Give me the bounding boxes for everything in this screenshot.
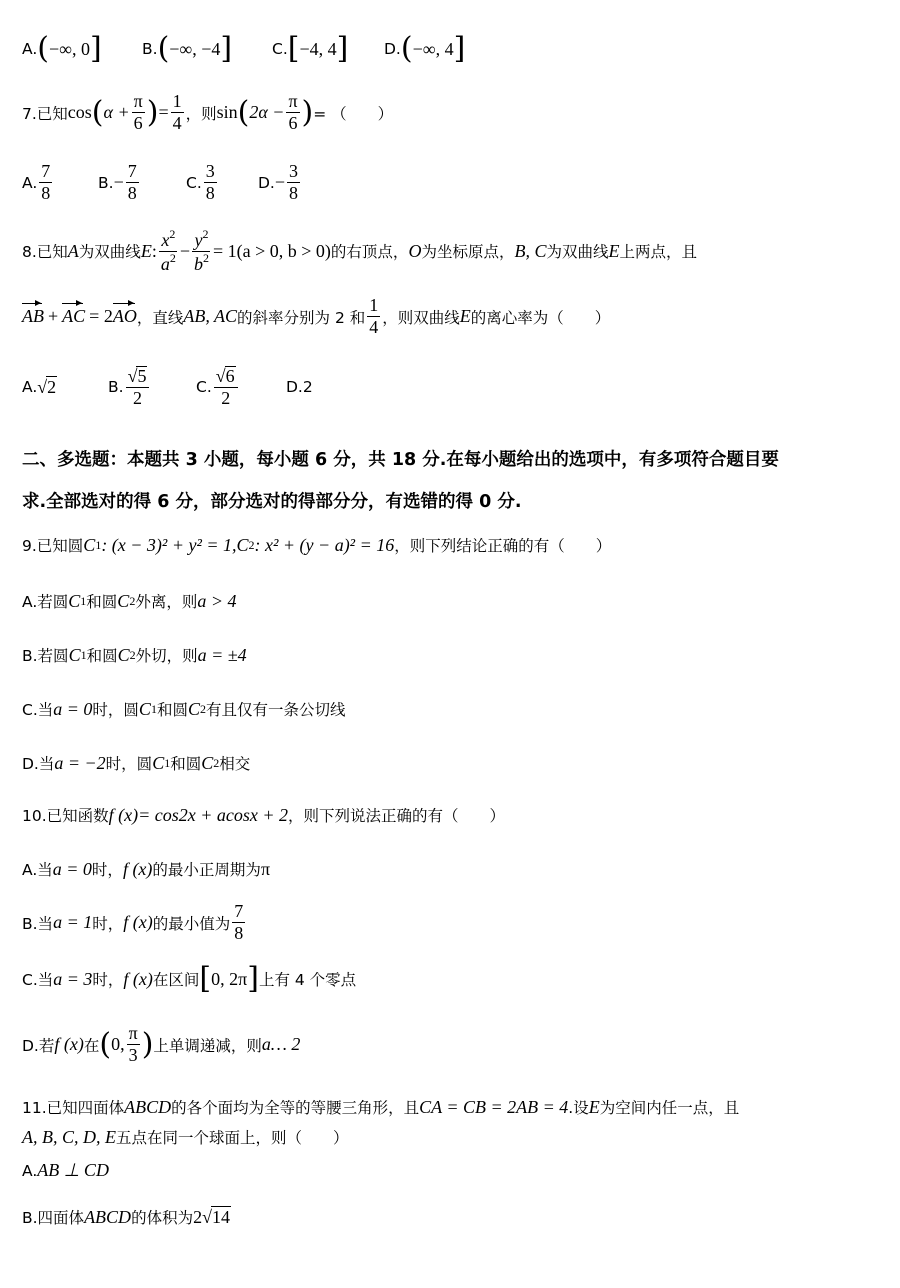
q7-option-c[interactable]: C. $\frac{3}{8}$ bbox=[186, 161, 215, 203]
q6-option-a[interactable]: A. ( −∞, 0 ] bbox=[22, 31, 102, 66]
q8-option-c[interactable]: C. $\frac{√6}{2}$ bbox=[196, 366, 286, 408]
q10-option-b[interactable]: B.当 a = 1 时， f (x) 的最小值为 $\frac{7}{8}$ bbox=[22, 901, 244, 943]
q7-frac-1-4: $\frac{1}{4}$ bbox=[172, 91, 182, 133]
q7-option-d[interactable]: D. − $\frac{3}{8}$ bbox=[258, 161, 299, 203]
q6-options bbox=[22, 31, 466, 66]
q6-option-b[interactable]: B. ( −∞, −4 ] bbox=[142, 31, 233, 66]
q9-option-b[interactable]: B.若圆 C 1 和圆 C 2 外切，则 a = ±4 bbox=[22, 644, 247, 665]
q8-stem-line2: AB + AC = 2 AO ，直线 AB, AC 的斜率分别为 2 和 $\frac{1}{4}$ ，则双曲线 E 的离心率为（ ） bbox=[22, 295, 611, 337]
q7-stem: 7.已知 cos ( α + $\frac{\pi}{6}$ ) = $\frac{1}{4}$ ，则 sin ( 2α − $\frac{\pi}{6}$ ) = （ ） bbox=[22, 91, 394, 133]
q9-option-c[interactable]: C.当 a = 0 时，圆 C 1 和圆 C 2 有且仅有一条公切线 bbox=[22, 698, 346, 719]
section2-heading-line1: 二、多选题：本题共 3 小题，每小题 6 分，共 18 分.在每小题给出的选项中，有多项符合题目要 bbox=[22, 450, 779, 470]
q8-options bbox=[22, 366, 313, 408]
q7-frac-pi-6b: $\frac{\pi}{6}$ bbox=[288, 91, 298, 133]
q11-option-b[interactable]: B.四面体 ABCD 的体积为 2 √ 14 bbox=[22, 1206, 230, 1227]
q11-stem-line1: 11.已知四面体 ABCD 的各个面均为全等的等腰三角形，且 CA = CB = 2AB = 4 .设 E 为空间内任一点，且 bbox=[22, 1096, 740, 1117]
q6-option-c[interactable]: C. [ −4, 4 ] bbox=[272, 31, 349, 66]
q7-option-a[interactable]: A. $\frac{7}{8}$ bbox=[22, 161, 51, 203]
q10-option-c[interactable]: C.当 a = 3 时， f (x) 在区间 [ 0, 2π ] 上有 4 个零点 bbox=[22, 961, 357, 996]
q8-option-a[interactable]: A. √ 2 bbox=[22, 376, 57, 398]
section2-heading-line2: 求.全部选对的得 6 分，部分选对的得部分分，有选错的得 0 分. bbox=[22, 492, 522, 512]
q8-option-b[interactable]: B. $\frac{√5}{2}$ bbox=[108, 366, 196, 408]
q9-option-a[interactable]: A.若圆 C 1 和圆 C 2 外离，则 a > 4 bbox=[22, 590, 237, 611]
q9-stem: 9.已知圆 C 1 : (x − 3)² + y² = 1, C 2 : x² + (y − a)² = 16 ，则下列结论正确的有（ ） bbox=[22, 534, 612, 555]
q7-options bbox=[22, 162, 302, 203]
q7-option-b[interactable]: B. − $\frac{7}{8}$ bbox=[98, 161, 137, 203]
q10-stem: 10.已知函数 f (x) = cos2x + acosx + 2 ，则下列说法正确的有（ ） bbox=[22, 804, 506, 825]
q7-frac-pi-6: $\frac{\pi}{6}$ bbox=[133, 91, 143, 133]
q6-option-d[interactable]: D. ( −∞, 4 ] bbox=[384, 31, 466, 66]
q11-stem-line2: A, B, C, D, E 五点在同一个球面上，则（ ） bbox=[22, 1126, 349, 1147]
q11-option-a[interactable]: A. AB ⊥ CD bbox=[22, 1160, 109, 1180]
q8-stem-line1: 8.已知 A 为双曲线 E : $\frac{x^2}{a^2}$ − $\frac{y^2}{b^2}$ = 1(a > 0, b > 0) 的右顶点， O 为坐标原点， B, C 为双曲线 E 上两点，且 bbox=[22, 227, 697, 274]
q10-option-a[interactable]: A.当 a = 0 时， f (x) 的最小正周期为 π bbox=[22, 858, 271, 879]
q10-option-d[interactable]: D.若 f (x) 在 ( 0, $\frac{\pi}{3}$ ) 上单调递减，则 a… 2 bbox=[22, 1023, 301, 1065]
q8-option-d[interactable]: D.2 bbox=[286, 378, 313, 397]
q9-option-d[interactable]: D.当 a = −2 时，圆 C 1 和圆 C 2 相交 bbox=[22, 752, 251, 773]
